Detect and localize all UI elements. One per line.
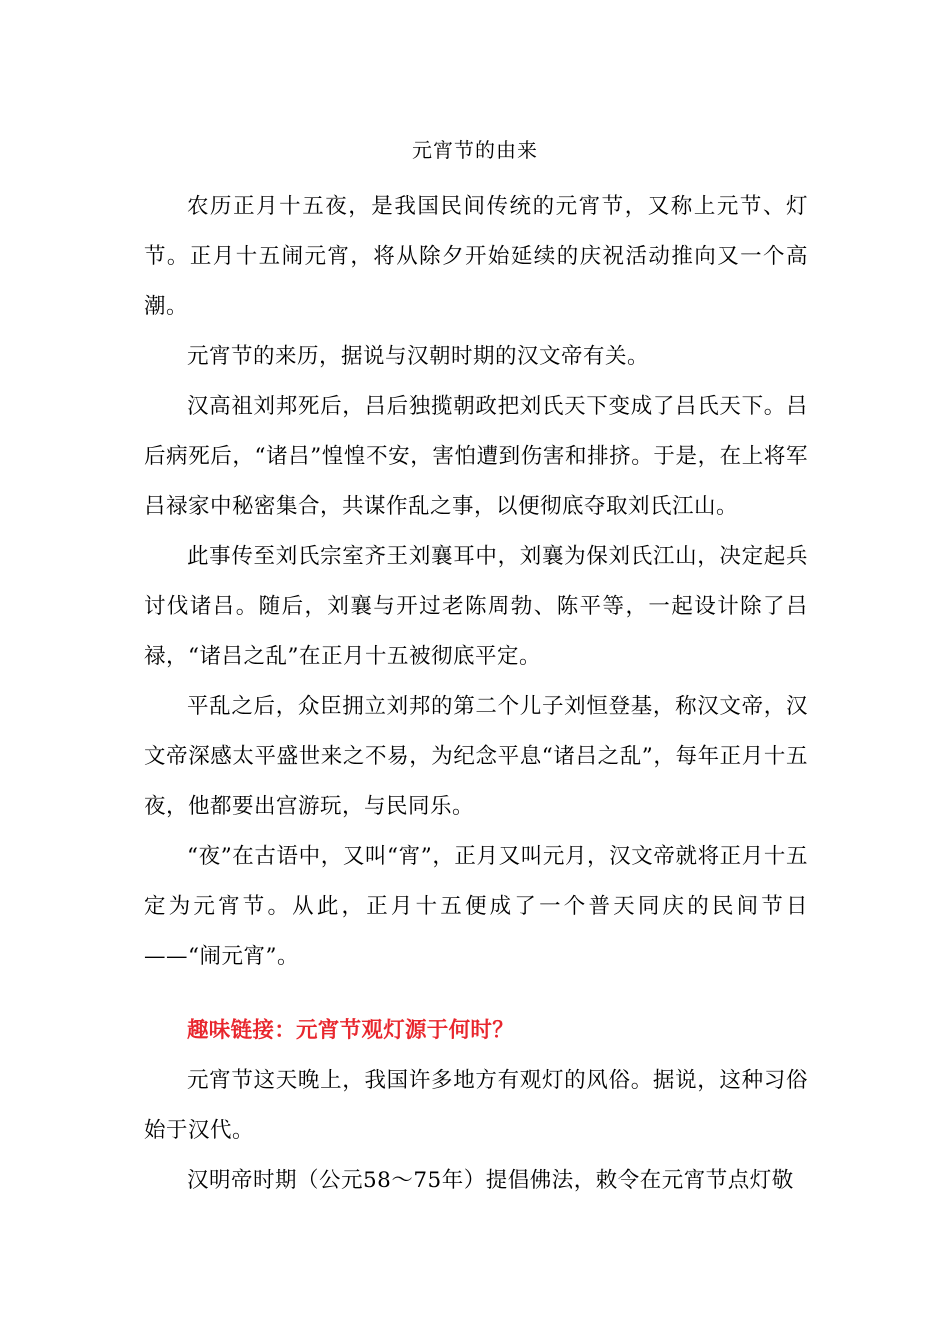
document-body xyxy=(144,182,808,1206)
paragraph-origin: 元宵节的来历，据说与汉朝时期的汉文帝有关。 xyxy=(187,344,650,369)
paragraph-intro: 农历正月十五夜，是我国民间传统的元宵节，又称上元节、灯节。正月十五闹元宵，将从除夕开始延续的庆祝活动推向又一个高潮。 xyxy=(144,194,808,319)
paragraph-lantern-custom: 元宵节这天晚上，我国许多地方有观灯的风俗。据说，这种习俗始于汉代。 xyxy=(144,1068,808,1143)
document-title: 元宵节的由来 xyxy=(412,138,538,162)
paragraph-yuanxiao-name: “夜”在古语中，又叫“宵”，正月又叫元月，汉文帝就将正月十五定为元宵节。从此，正月十五便成了一个普天同庆的民间节日——“闹元宵”。 xyxy=(144,844,808,969)
paragraph-liu-xiang: 此事传至刘氏宗室齐王刘襄耳中，刘襄为保刘氏江山，决定起兵讨伐诸吕。随后，刘襄与开过老陈周勃、陈平等，一起设计除了吕禄，“诸吕之乱”在正月十五被彻底平定。 xyxy=(144,544,808,669)
paragraph-emperor-ming: 汉明帝时期（公元58～75年）提倡佛法，敕令在元宵节点灯敬 xyxy=(187,1168,794,1193)
paragraph-lu-clan: 汉高祖刘邦死后，吕后独揽朝政把刘氏天下变成了吕氏天下。吕后病死后，“诸吕”惶惶不安，害怕遭到伤害和排挤。于是，在上将军吕禄家中秘密集合，共谋作乱之事，以便彻底夺取刘氏江山。 xyxy=(144,394,808,519)
paragraph-emperor-wen: 平乱之后，众臣拥立刘邦的第二个儿子刘恒登基，称汉文帝，汉文帝深感太平盛世来之不易，为纪念平息“诸吕之乱”，每年正月十五夜，他都要出宫游玩，与民同乐。 xyxy=(144,694,808,819)
fun-link-heading: 趣味链接：元宵节观灯源于何时？ xyxy=(187,1018,515,1043)
